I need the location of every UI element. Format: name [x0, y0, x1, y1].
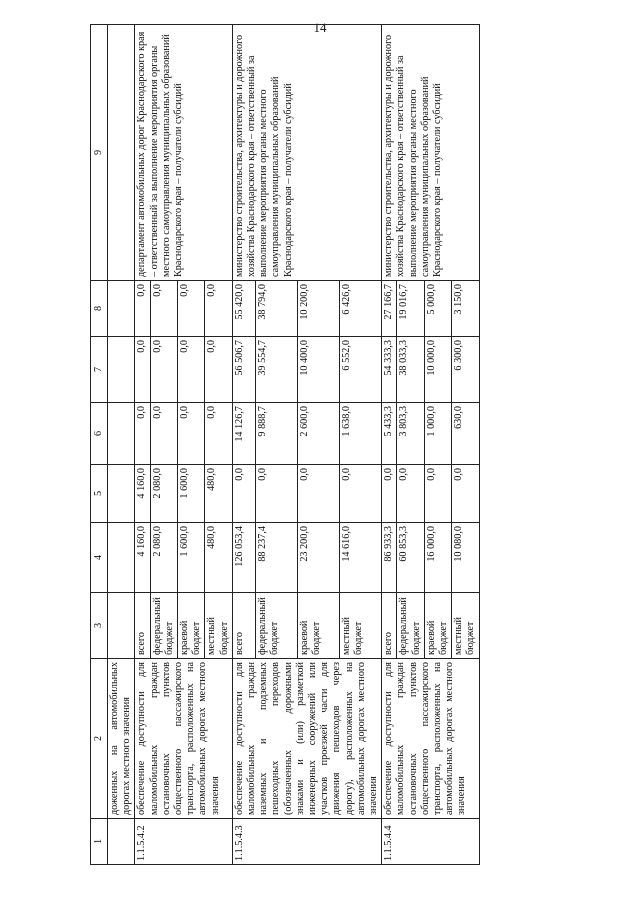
- funding-amount-c6: 0,0: [205, 403, 232, 465]
- measure-description: обеспечение доступности для маломобильных граждан наземных и подземных пешеходных переходов (обозначенных дорожными знаками и (или) разметкой инженерных сооружений или участков проезжей части для движения пешеходов через дорогу), расположенных на автомобильных дорогах местного значения: [232, 659, 381, 819]
- funding-amount-c4: 86 933,3: [382, 523, 397, 593]
- continuation-empty-cell: [108, 337, 135, 403]
- funding-amount-c6: 1 638,0: [340, 403, 382, 465]
- responsible-executor: министерство строительства, архитектуры и дорожного хозяйства Краснодарского края – ответственный за выполнение мероприятия органы местного самоуправления муниципальных образований Краснодарского края – получатели субсидий: [232, 25, 381, 281]
- rotated-table-container: [90, 25, 590, 865]
- column-number-2: 2: [91, 659, 108, 819]
- funding-source: федеральный бюджет: [256, 593, 298, 659]
- funding-amount-c4: 126 053,4: [232, 523, 255, 593]
- funding-amount-c7: 0,0: [150, 337, 177, 403]
- continuation-empty-cell: [108, 25, 135, 281]
- funding-amount-c8: 0,0: [178, 281, 205, 337]
- column-number-5: 5: [91, 465, 108, 523]
- funding-amount-c7: 6 300,0: [452, 337, 479, 403]
- funding-amount-c8: 27 166,7: [382, 281, 397, 337]
- funding-amount-c5: 0,0: [298, 465, 340, 523]
- continuation-empty-cell: [108, 281, 135, 337]
- column-number-3: 3: [91, 593, 108, 659]
- funding-amount-c5: 0,0: [382, 465, 397, 523]
- funding-amount-c7: 0,0: [178, 337, 205, 403]
- funding-source: местный бюджет: [340, 593, 382, 659]
- funding-source: всего: [382, 593, 397, 659]
- measure-description: обеспечение доступности для маломобильных граждан остановочных пунктов общественного пассажирского транспорта, расположенных на автомобильных дорогах местного значения: [135, 659, 232, 819]
- funding-amount-c7: 6 552,0: [340, 337, 382, 403]
- funding-amount-c8: 10 200,0: [298, 281, 340, 337]
- funding-amount-c4: 480,0: [205, 523, 232, 593]
- column-number-6: 6: [91, 403, 108, 465]
- funding-source: всего: [135, 593, 150, 659]
- measure-code: 1.1.5.4.2: [135, 819, 232, 865]
- funding-amount-c6: 3 803,3: [397, 403, 424, 465]
- page-number: 14: [313, 20, 327, 35]
- funding-amount-c7: 10 400,0: [298, 337, 340, 403]
- funding-amount-c5: 0,0: [256, 465, 298, 523]
- funding-source: всего: [232, 593, 255, 659]
- funding-amount-c8: 3 150,0: [452, 281, 479, 337]
- funding-amount-c8: 6 426,0: [340, 281, 382, 337]
- funding-source: краевой бюджет: [424, 593, 451, 659]
- measure-code: 1.1.5.4.4: [382, 819, 479, 865]
- funding-source: местный бюджет: [205, 593, 232, 659]
- funding-amount-c6: 630,0: [452, 403, 479, 465]
- funding-amount-c4: 14 616,0: [340, 523, 382, 593]
- responsible-executor: министерство строительства, архитектуры и дорожного хозяйства Краснодарского края – ответственный за выполнение мероприятия органы местного самоуправления муниципальных образований Краснодарского края – получатели субсидий: [382, 25, 479, 281]
- column-number-8: 8: [91, 281, 108, 337]
- continuation-empty-cell: [108, 465, 135, 523]
- column-number-1: 1: [91, 819, 108, 865]
- funding-amount-c6: 9 888,7: [256, 403, 298, 465]
- column-number-9: 9: [91, 25, 108, 281]
- column-number-4: 4: [91, 523, 108, 593]
- funding-amount-c5: 4 160,0: [135, 465, 150, 523]
- funding-amount-c7: 54 333,3: [382, 337, 397, 403]
- funding-amount-c6: 1 000,0: [424, 403, 451, 465]
- funding-amount-c8: 0,0: [135, 281, 150, 337]
- funding-amount-c4: 60 853,3: [397, 523, 424, 593]
- funding-row: [382, 25, 397, 865]
- continuation-empty-cell: [108, 593, 135, 659]
- funding-amount-c8: 19 016,7: [397, 281, 424, 337]
- funding-amount-c5: 0,0: [424, 465, 451, 523]
- funding-amount-c7: 39 554,7: [256, 337, 298, 403]
- responsible-executor: департамент автомобильных дорог Краснодарского края – ответственный за выполнение мероприятия органы местного самоуправления муниципальных образований Краснодарского края – получатели субсидий: [135, 25, 232, 281]
- funding-source: федеральный бюджет: [150, 593, 177, 659]
- funding-amount-c7: 0,0: [205, 337, 232, 403]
- funding-amount-c4: 1 600,0: [178, 523, 205, 593]
- funding-amount-c4: 4 160,0: [135, 523, 150, 593]
- continuation-row: [108, 25, 135, 865]
- funding-amount-c6: 14 126,7: [232, 403, 255, 465]
- funding-amount-c7: 10 000,0: [424, 337, 451, 403]
- funding-amount-c7: 38 033,3: [397, 337, 424, 403]
- measure-code: 1.1.5.4.3: [232, 819, 381, 865]
- funding-source: федеральный бюджет: [397, 593, 424, 659]
- funding-amount-c6: 0,0: [150, 403, 177, 465]
- funding-source: краевой бюджет: [298, 593, 340, 659]
- column-number-header-row: [91, 25, 108, 865]
- funding-amount-c8: 55 420,0: [232, 281, 255, 337]
- funding-amount-c5: 2 080,0: [150, 465, 177, 523]
- funding-amount-c6: 0,0: [178, 403, 205, 465]
- funding-amount-c8: 0,0: [150, 281, 177, 337]
- continuation-empty-cell: [108, 403, 135, 465]
- measure-description: обеспечение доступности для маломобильных граждан остановочных пунктов общественного пассажирского транспорта, расположенных на автомобильных дорогах местного значения: [382, 659, 479, 819]
- funding-amount-c4: 2 080,0: [150, 523, 177, 593]
- funding-amount-c5: 480,0: [205, 465, 232, 523]
- funding-source: краевой бюджет: [178, 593, 205, 659]
- funding-row: [232, 25, 255, 865]
- funding-amount-c6: 0,0: [135, 403, 150, 465]
- funding-amount-c8: 0,0: [205, 281, 232, 337]
- funding-amount-c5: 0,0: [397, 465, 424, 523]
- continuation-code-cell: [108, 819, 135, 865]
- funding-amount-c4: 88 237,4: [256, 523, 298, 593]
- funding-amount-c6: 5 433,3: [382, 403, 397, 465]
- funding-source: местный бюджет: [452, 593, 479, 659]
- continuation-empty-cell: [108, 523, 135, 593]
- funding-amount-c5: 0,0: [340, 465, 382, 523]
- funding-amount-c5: 0,0: [232, 465, 255, 523]
- column-number-7: 7: [91, 337, 108, 403]
- funding-amount-c5: 0,0: [452, 465, 479, 523]
- funding-amount-c4: 10 080,0: [452, 523, 479, 593]
- funding-amount-c6: 2 600,0: [298, 403, 340, 465]
- funding-amount-c8: 38 794,0: [256, 281, 298, 337]
- funding-amount-c8: 5 000,0: [424, 281, 451, 337]
- continuation-description: доженных на автомобильных дорогах местного значения: [108, 659, 135, 819]
- funding-amount-c7: 56 506,7: [232, 337, 255, 403]
- funding-amount-c5: 1 600,0: [178, 465, 205, 523]
- funding-amount-c7: 0,0: [135, 337, 150, 403]
- program-funding-table: [90, 24, 480, 865]
- funding-amount-c4: 23 200,0: [298, 523, 340, 593]
- funding-row: [135, 25, 150, 865]
- funding-amount-c4: 16 000,0: [424, 523, 451, 593]
